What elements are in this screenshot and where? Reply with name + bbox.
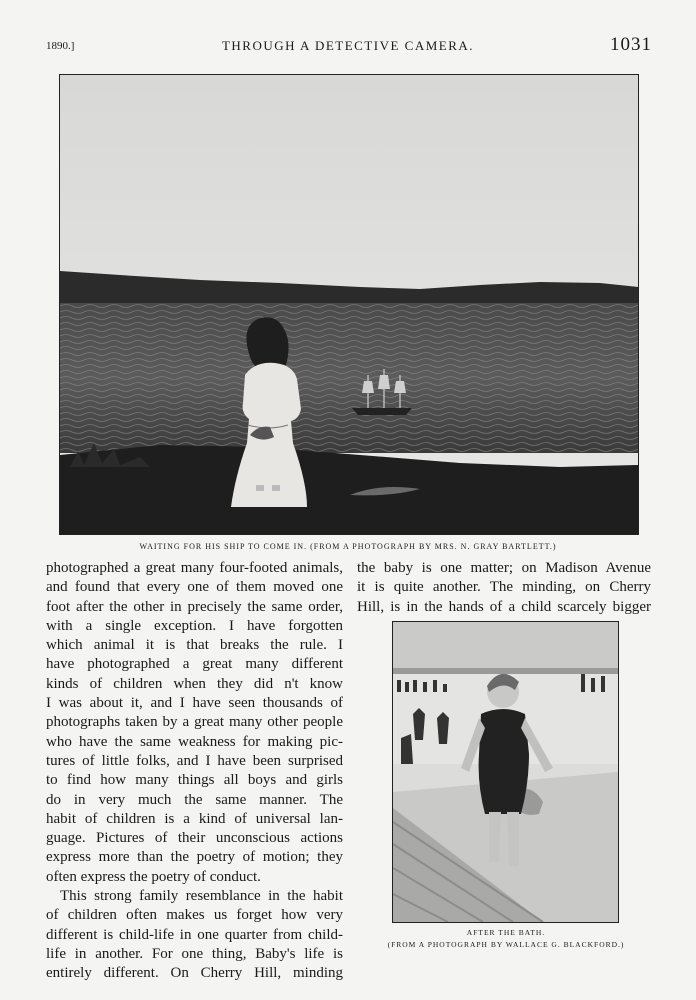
side-photograph	[392, 621, 619, 923]
text-line: of children often makes us forget how very	[46, 907, 343, 924]
text-line: life in another. For one thing, Baby's life is	[46, 945, 343, 962]
left-column	[46, 559, 343, 984]
text-line: photographed a great many four-footed animals,	[46, 560, 343, 576]
running-header	[0, 36, 696, 58]
paragraph-2	[46, 887, 343, 983]
text-line: guage. Pictures of their unconscious actions	[46, 830, 343, 847]
text-line: express more than the poetry of motion; they	[46, 849, 343, 866]
text-line: have photographed a great many different	[46, 656, 343, 673]
text-line: kinds of children when they did n't know	[46, 675, 343, 692]
text-line: and found that every one of them moved one	[46, 579, 343, 596]
text-line: foot after the other in precisely the same order,	[46, 598, 343, 615]
text-line: to find how many things all boys and girls	[46, 772, 343, 789]
text-line: with a single exception. I have forgotten	[46, 617, 343, 634]
page-number: 1031	[610, 34, 652, 55]
text-line: habit of children is a kind of universal lan-	[46, 810, 343, 827]
header-title: THROUGH A DETECTIVE CAMERA.	[221, 38, 475, 53]
paragraph-1	[46, 559, 343, 887]
text-line: often express the poetry of conduct.	[46, 868, 261, 885]
text-line: This strong family resemblance in the habit	[60, 888, 343, 905]
side-caption-title: AFTER THE BATH.	[466, 928, 546, 937]
text-line: different is child-life in one quarter from child-	[46, 926, 343, 943]
right-column	[357, 559, 651, 617]
header-date: 1890.]	[46, 40, 75, 52]
side-photo-caption	[372, 927, 640, 951]
text-line: entirely different. On Cherry Hill, minding	[46, 965, 343, 982]
text-line: do in very much the same manner. The	[46, 791, 343, 808]
text-line: Hill, is in the hands of a child scarcely bigger	[357, 598, 651, 615]
text-line: photographs taken by a great many other people	[46, 714, 343, 731]
text-line: tures of little folks, and I have been surprised	[46, 752, 343, 769]
side-caption-credit: (FROM A PHOTOGRAPH BY WALLACE G. BLACKFORD.)	[387, 940, 625, 949]
text-line: the baby is one matter; on Madison Avenue	[357, 560, 651, 576]
text-line: it is quite another. The minding, on Cherry	[357, 579, 651, 596]
top-photograph	[59, 74, 639, 535]
text-line: which animal it is that breaks the rule. I	[46, 637, 343, 654]
text-line: I was about it, and I have seen thousands of	[46, 695, 343, 712]
text-line: who have the same weakness for making pic-	[46, 733, 343, 750]
top-photo-caption: WAITING FOR HIS SHIP TO COME IN. (FROM A PHOTOGRAPH BY MRS. N. GRAY BARTLETT.)	[139, 542, 557, 551]
